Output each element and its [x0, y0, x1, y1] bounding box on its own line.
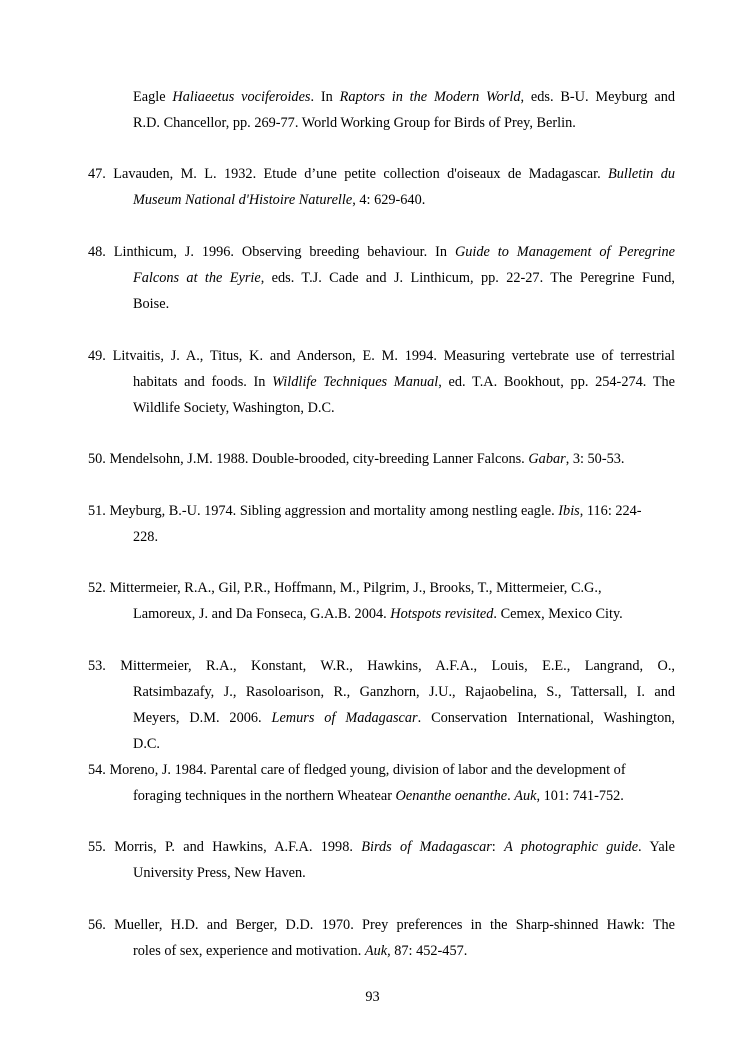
reference-line: University Press, New Haven.	[133, 865, 306, 881]
reference-line: 47. Lavauden, M. L. 1932. Etude d’une petite collection d'oiseaux de Madagascar. Bulletin du	[88, 166, 675, 182]
reference-line: roles of sex, experience and motivation. Auk, 87: 452-457.	[133, 943, 468, 959]
reference-line: 56. Mueller, H.D. and Berger, D.D. 1970. Prey preferences in the Sharp-shinned Hawk: The	[88, 917, 675, 933]
reference-entry	[88, 446, 675, 472]
italic-title: Oenanthe oenanthe	[395, 788, 508, 804]
italic-title: Auk	[364, 943, 388, 959]
italic-title: Bulletin du	[608, 166, 675, 182]
reference-line: 49. Litvaitis, J. A., Titus, K. and Anderson, E. M. 1994. Measuring vertebrate use of terrestrial	[88, 348, 675, 364]
italic-title: Gabar	[528, 451, 566, 467]
italic-title: Wildlife Techniques Manual	[272, 374, 439, 390]
italic-title: Hotspots revisited	[390, 606, 494, 622]
italic-title: Haliaeetus vociferoides	[172, 89, 311, 105]
reference-entry	[88, 834, 675, 886]
reference-entry	[88, 343, 675, 421]
italic-title: A photographic guide	[504, 839, 639, 855]
reference-entry	[88, 239, 675, 317]
reference-line: 52. Mittermeier, R.A., Gil, P.R., Hoffmann, M., Pilgrim, J., Brooks, T., Mittermeier, C.G.,	[88, 580, 602, 596]
italic-title: Guide to Management of Peregrine	[454, 244, 675, 260]
reference-line: habitats and foods. In Wildlife Techniques Manual, ed. T.A. Bookhout, pp. 254-274. The	[133, 374, 675, 390]
reference-line: R.D. Chancellor, pp. 269-77. World Working Group for Birds of Prey, Berlin.	[133, 115, 576, 131]
reference-entry	[88, 757, 675, 809]
reference-line: 53. Mittermeier, R.A., Konstant, W.R., Hawkins, A.F.A., Louis, E.E., Langrand, O.,	[88, 658, 675, 674]
reference-line: 55. Morris, P. and Hawkins, A.F.A. 1998. Birds of Madagascar: A photographic guide. Yale	[88, 839, 675, 855]
italic-title: Auk	[514, 788, 537, 804]
italic-title: Falcons at the Eyrie	[133, 270, 261, 286]
reference-line: 50. Mendelsohn, J.M. 1988. Double-brooded, city-breeding Lanner Falcons. Gabar, 3: 50-53.	[88, 451, 625, 467]
reference-line: 51. Meyburg, B.-U. 1974. Sibling aggression and mortality among nestling eagle. Ibis, 116: 224-	[88, 503, 642, 519]
reference-entry	[88, 653, 675, 757]
reference-line: Meyers, D.M. 2006. Lemurs of Madagascar. Conservation International, Washington,	[133, 710, 675, 726]
reference-line: Boise.	[133, 296, 170, 312]
page-number: 93	[365, 989, 380, 1005]
reference-line: foraging techniques in the northern Wheatear Oenanthe oenanthe. Auk, 101: 741-752.	[133, 788, 624, 804]
reference-entry	[88, 84, 675, 136]
reference-line: 48. Linthicum, J. 1996. Observing breeding behaviour. In Guide to Management of Peregrine	[88, 244, 675, 260]
reference-line: Ratsimbazafy, J., Rasoloarison, R., Ganzhorn, J.U., Rajaobelina, S., Tattersall, I. and	[133, 684, 675, 700]
reference-line: 54. Moreno, J. 1984. Parental care of fledged young, division of labor and the development of	[88, 762, 626, 778]
reference-line: Wildlife Society, Washington, D.C.	[133, 400, 335, 416]
reference-line: D.C.	[133, 736, 161, 752]
reference-line: Eagle Haliaeetus vociferoides. In Raptors in the Modern World, eds. B-U. Meyburg and	[133, 89, 676, 105]
reference-entry	[88, 161, 675, 213]
italic-title: Ibis	[558, 503, 580, 519]
reference-entry	[88, 912, 675, 964]
italic-title: Birds of Madagascar	[361, 839, 492, 855]
reference-line: Falcons at the Eyrie, eds. T.J. Cade and J. Linthicum, pp. 22-27. The Peregrine Fund,	[133, 270, 675, 286]
italic-title: Lemurs of Madagascar	[271, 710, 418, 726]
italic-title: Museum National d'Histoire Naturelle	[133, 192, 353, 208]
reference-line: Museum National d'Histoire Naturelle, 4: 629-640.	[133, 192, 426, 208]
reference-line: 228.	[133, 529, 159, 545]
reference-line: Lamoreux, J. and Da Fonseca, G.A.B. 2004. Hotspots revisited. Cemex, Mexico City.	[133, 606, 623, 622]
reference-entry	[88, 498, 675, 550]
reference-entry	[88, 575, 675, 627]
italic-title: Raptors in the Modern World	[339, 89, 521, 105]
